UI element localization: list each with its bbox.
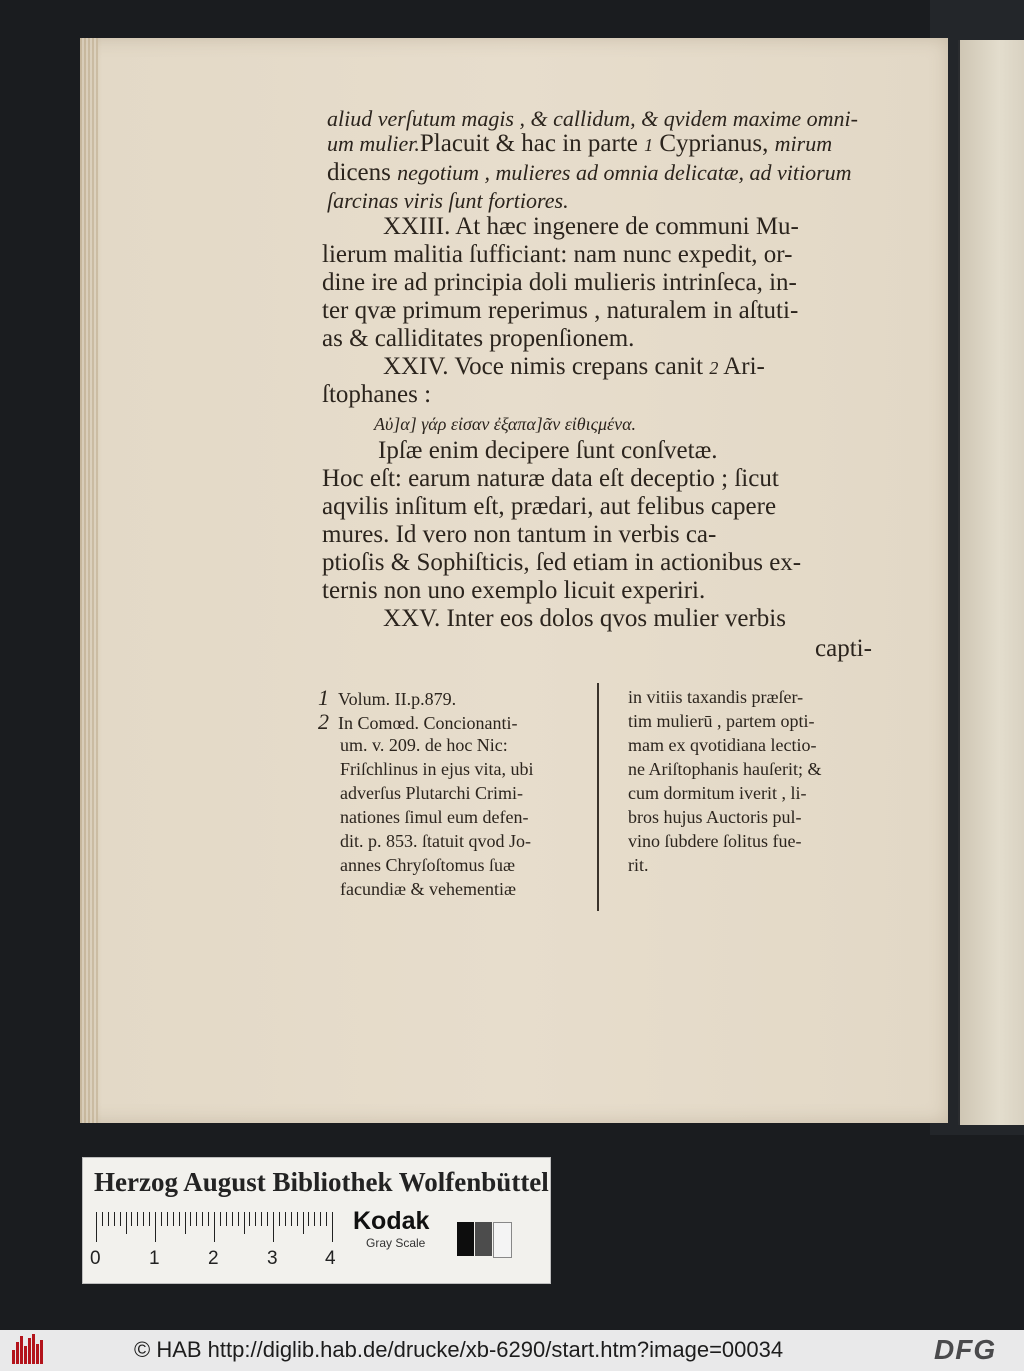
scale-number: 0 (90, 1248, 101, 1269)
logo-bar (32, 1334, 35, 1364)
ruler-tick (226, 1212, 227, 1226)
footnote-text: Volum. II.p.879. (338, 689, 457, 709)
logo-bar (24, 1346, 27, 1364)
ruler-tick (297, 1212, 298, 1226)
logo-bar (12, 1350, 15, 1364)
ruler-tick (96, 1212, 97, 1242)
footnote-ref-1: 1 (644, 135, 654, 155)
hab-logo-icon (12, 1334, 46, 1364)
library-name: Herzog August Bibliothek Wolfenbüttel (94, 1167, 549, 1197)
paragraph-xxiv-line: mures. Id vero non tantum in verbis ca- (322, 521, 717, 548)
text-line: aliud verſutum magis , & callidum, & qvidem maxime omni- (327, 106, 858, 131)
text-roman: XXIV. Voce nimis crepans canit (383, 353, 704, 380)
footnote-line: adverſus Plutarchi Crimi- (340, 783, 523, 803)
paragraph-xxiii-line: lierum malitia ſufficiant: nam nunc expedit, or- (322, 241, 793, 268)
text-line: ſarcinas viris ſunt fortiores. (327, 188, 569, 213)
gray-swatch-dark (475, 1222, 492, 1256)
ruler-tick (214, 1212, 215, 1242)
footnote-divider (597, 683, 599, 911)
footnote-line: cum dormitum iverit , li- (628, 783, 807, 803)
logo-bar (36, 1344, 39, 1364)
paragraph-xxiii-line: ter qvæ primum reperimus , naturalem in aſtuti- (322, 297, 799, 324)
ruler-tick (249, 1212, 250, 1226)
paragraph-xxv-line: XXV. Inter eos dolos qvos mulier verbis (383, 605, 786, 632)
ruler-tick (161, 1212, 162, 1226)
ruler-tick (308, 1212, 309, 1226)
measurement-ruler (96, 1212, 332, 1246)
kodak-logo: Kodak (353, 1207, 430, 1235)
footnote-number: 2 (318, 709, 329, 734)
paragraph-xxiv-line: ptioſis & Sophiſticis, ſed etiam in actionibus ex- (322, 549, 802, 576)
ruler-tick (167, 1212, 168, 1226)
footnote-line: bros hujus Auctoris pul- (628, 807, 802, 827)
footnote-line: in vitiis taxandis præſer- (628, 687, 804, 707)
paragraph-xxiii-line: as & calliditates propenſionem. (322, 325, 635, 352)
ruler-tick (285, 1212, 286, 1226)
ruler-tick (255, 1212, 256, 1226)
footnote-ref-2: 2 (709, 358, 719, 378)
ruler-tick (267, 1212, 268, 1226)
text-italic: mirum (774, 131, 833, 156)
ruler-tick (279, 1212, 280, 1226)
scale-number: 2 (208, 1248, 219, 1269)
ruler-tick (261, 1212, 262, 1226)
footnote-line: rit. (628, 855, 649, 875)
paragraph-xxiii-line: XXIII. At hæc ingenere de communi Mu- (383, 213, 799, 240)
footnote-line: mam ex qvotidiana lectio- (628, 735, 817, 755)
ruler-tick (114, 1212, 115, 1226)
logo-bar (20, 1336, 23, 1364)
text-italic: um mulier. (327, 131, 420, 156)
logo-bar (28, 1338, 31, 1364)
footnote-line: Friſchlinus in ejus vita, ubi (340, 759, 534, 779)
ruler-tick (273, 1212, 274, 1242)
scale-number: 4 (325, 1248, 336, 1269)
ruler-tick (108, 1212, 109, 1226)
ruler-tick (238, 1212, 239, 1226)
ruler-tick (137, 1212, 138, 1226)
ruler-tick (326, 1212, 327, 1226)
ruler-tick (102, 1212, 103, 1226)
ruler-tick (232, 1212, 233, 1226)
ruler-tick (202, 1212, 203, 1226)
paragraph-xxiv-line: Hoc eſt: earum naturæ data eſt deceptio ; ſicut (322, 465, 779, 492)
footnote-line: tim mulierū , partem opti- (628, 711, 815, 731)
paragraph-xxiv-line: aqvilis inſitum eſt, prædari, aut felibus capere (322, 493, 777, 520)
text-roman: Placuit & hac in parte (419, 130, 638, 157)
footnote-line (318, 711, 517, 734)
text-roman: Cyprianus, (659, 130, 769, 157)
scale-number: 1 (149, 1248, 160, 1269)
ruler-tick (291, 1212, 292, 1226)
ruler-tick (303, 1212, 304, 1234)
footnote-line: facundiæ & vehementiæ (340, 879, 516, 899)
ruler-tick (155, 1212, 156, 1242)
greek-quote: Αὐ]α] γάρ εἰσαν ἐξαπα]ᾶν εἰθιςμένα. (374, 414, 637, 434)
ruler-tick (196, 1212, 197, 1226)
scale-number: 3 (267, 1248, 278, 1269)
footer-url[interactable]: © HAB http://diglib.hab.de/drucke/xb-6290/start.htm?image=00034 (134, 1337, 784, 1362)
logo-bar (40, 1340, 43, 1364)
ruler-tick (314, 1212, 315, 1226)
catchword: capti- (815, 635, 872, 662)
paragraph-xxiii-line: dine ire ad principia doli mulieris intrinſeca, in- (322, 269, 797, 296)
footnote-number: 1 (318, 685, 329, 710)
footnote-line: um. v. 209. de hoc Nic: (340, 735, 508, 755)
ruler-tick (173, 1212, 174, 1226)
ruler-tick (131, 1212, 132, 1226)
ruler-tick (149, 1212, 150, 1226)
ruler-tick (190, 1212, 191, 1226)
ruler-tick (332, 1212, 333, 1242)
text-line (327, 158, 852, 187)
footnote-line: nationes ſimul eum defen- (340, 807, 529, 827)
ruler-tick (244, 1212, 245, 1234)
gray-scale-label: Gray Scale (366, 1236, 426, 1250)
ruler-tick (220, 1212, 221, 1226)
dfg-logo: DFG (934, 1334, 997, 1365)
footnote-text: In Comœd. Concionanti- (338, 713, 518, 733)
footnote-line (318, 687, 456, 710)
latin-translation: Ipſæ enim decipere ſunt conſvetæ. (378, 437, 718, 464)
text-italic: negotium , mulieres ad omnia delicatæ, ad vitiorum (397, 160, 852, 185)
gray-swatch-black (457, 1222, 474, 1256)
ruler-tick (179, 1212, 180, 1226)
ruler-tick (126, 1212, 127, 1234)
gray-swatch-light (493, 1222, 512, 1258)
text-roman: Ari- (723, 353, 765, 380)
text-roman: dicens (327, 159, 391, 186)
paragraph-xxiv-line: ſtophanes : (322, 381, 432, 408)
ruler-tick (185, 1212, 186, 1234)
ruler-tick (320, 1212, 321, 1226)
paragraph-xxiv-line (383, 352, 765, 381)
adjacent-page-edge (958, 40, 1024, 1125)
text-line (327, 129, 832, 158)
ruler-tick (208, 1212, 209, 1226)
page-gutter (80, 38, 98, 1123)
ruler-tick (120, 1212, 121, 1226)
footnote-line: dit. p. 853. ſtatuit qvod Jo- (340, 831, 531, 851)
footnote-line: vino ſubdere ſolitus fue- (628, 831, 802, 851)
logo-bar (16, 1342, 19, 1364)
footnote-line: ne Ariſtophanis hauſerit; & (628, 759, 822, 779)
footnote-line: annes Chryſoſtomus ſuæ (340, 855, 515, 875)
ruler-tick (143, 1212, 144, 1226)
paragraph-xxiv-line: ternis non uno exemplo licuit experiri. (322, 577, 706, 604)
